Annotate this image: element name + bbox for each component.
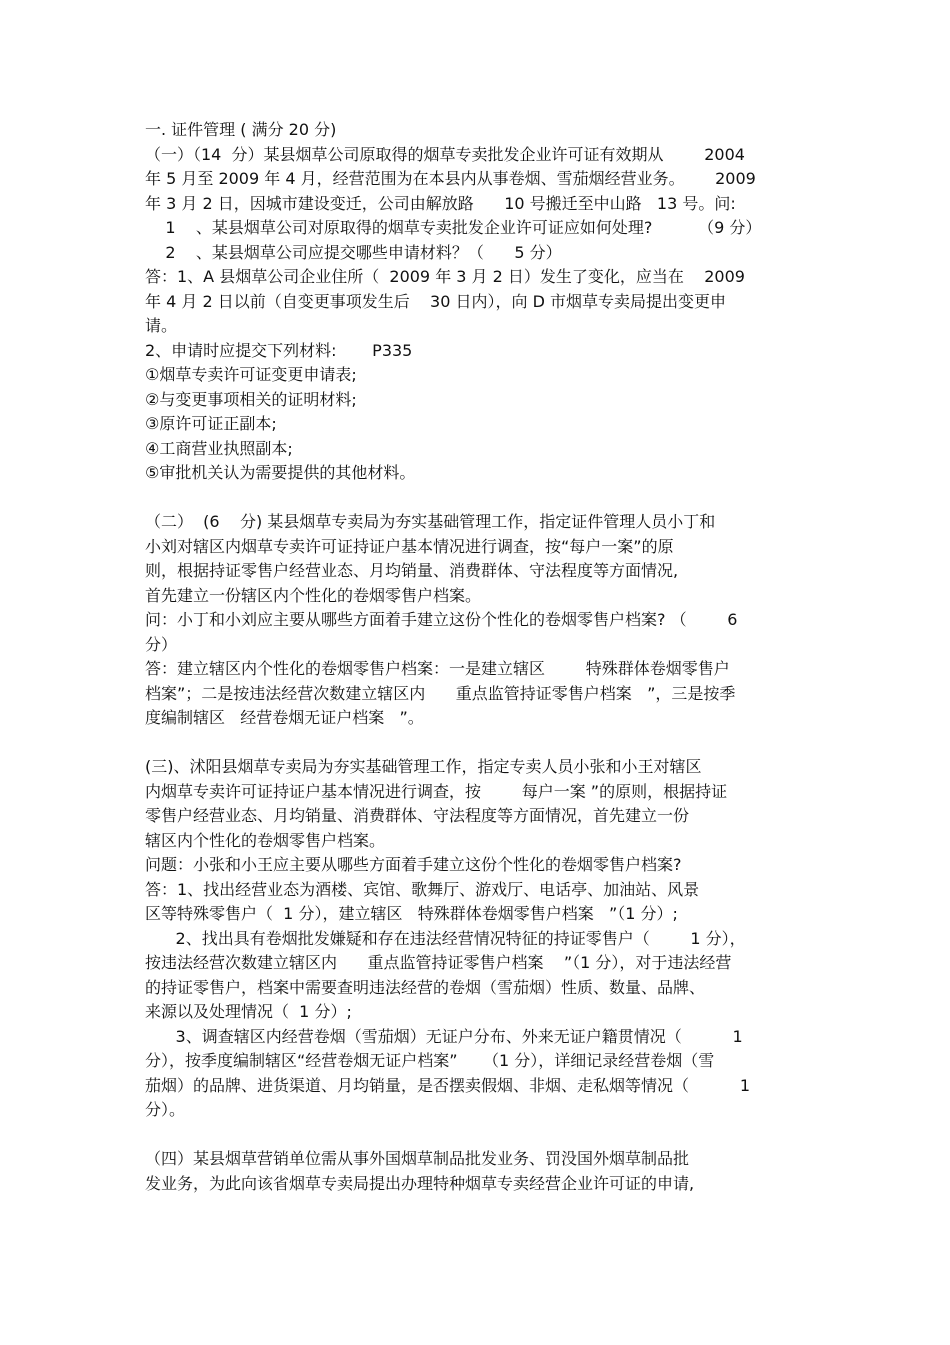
q1-line: 年 5 月至 2009 年 4 月，经营范围为在本县内从事卷烟、雪茄烟经营业务。 2009 bbox=[145, 169, 756, 188]
q3-line: 来源以及处理情况（ 1 分）; bbox=[145, 1002, 352, 1021]
section-heading: 一. 证件管理 ( 满分 20 分) bbox=[145, 120, 337, 139]
q2-line: 问：小丁和小刘应主要从哪些方面着手建立这份个性化的卷烟零售户档案? （ 6 bbox=[145, 610, 738, 629]
q1-line: 2 、某县烟草公司应提交哪些申请材料？（ 5 分） bbox=[145, 242, 562, 262]
q3-line: 分）。 bbox=[145, 1100, 186, 1119]
q3-line: 按违法经营次数建立辖区内 重点监管持证零售户档案 ”（1 分），对于违法经营 bbox=[145, 953, 732, 972]
q1-line: （一）（14 分）某县烟草公司原取得的烟草专卖批发企业许可证有效期从 2004 bbox=[145, 144, 745, 164]
q2-line: 则，根据持证零售户经营业态、月均销量、消费群体、守法程度等方面情况, bbox=[145, 561, 679, 580]
q3-line: 区等特殊零售户（ 1 分），建立辖区 特殊群体卷烟零售户档案 ”（1 分）; bbox=[145, 904, 678, 923]
q2-line: 首先建立一份辖区内个性化的卷烟零售户档案。 bbox=[145, 585, 482, 605]
q1-answer-line: 年 4 月 2 日以前（自变更事项发生后 30 日内），向 D 市烟草专卖局提出变更申 bbox=[145, 291, 726, 311]
q3-line: 问题：小张和小王应主要从哪些方面着手建立这份个性化的卷烟零售户档案? bbox=[145, 855, 682, 874]
q1-answer-line: ⑤审批机关认为需要提供的其他材料。 bbox=[145, 463, 416, 482]
q4-line: （四）某县烟草营销单位需从事外国烟草制品批发业务、罚没国外烟草制品批 bbox=[145, 1149, 690, 1168]
question-4 bbox=[145, 1147, 810, 1196]
q3-line: 答：1、找出经营业态为酒楼、宾馆、歌舞厅、游戏厅、电话亭、加油站、风景 bbox=[145, 879, 700, 899]
document-body bbox=[145, 118, 810, 1196]
question-1 bbox=[145, 143, 810, 486]
q3-line: 内烟草专卖许可证持证户基本情况进行调查，按 每户一案 ”的原则，根据持证 bbox=[145, 781, 728, 801]
q3-line: 茄烟）的品牌、进货渠道、月均销量，是否摆卖假烟、非烟、走私烟等情况（ 1 bbox=[145, 1075, 751, 1095]
q2-line: 档案”；二是按违法经营次数建立辖区内 重点监管持证零售户档案 ”，三是按季 bbox=[145, 683, 736, 703]
q2-line: （二） (6 分) 某县烟草专卖局为夯实基础管理工作，指定证件管理人员小丁和 bbox=[145, 512, 716, 531]
q1-answer-line: ②与变更事项相关的证明材料; bbox=[145, 389, 357, 409]
q3-line: 2、找出具有卷烟批发嫌疑和存在违法经营情况特征的持证零售户（ 1 分）， bbox=[145, 928, 746, 948]
q3-line: 分），按季度编制辖区“经营卷烟无证户档案” （1 分），详细记录经营卷烟（雪 bbox=[145, 1051, 715, 1070]
paragraph-gap bbox=[145, 486, 810, 511]
paragraph-gap bbox=[145, 731, 810, 756]
q2-line: 答：建立辖区内个性化的卷烟零售户档案：一是建立辖区 特殊群体卷烟零售户 bbox=[145, 659, 730, 678]
q3-line: 辖区内个性化的卷烟零售户档案。 bbox=[145, 830, 386, 850]
q3-line: (三)、沭阳县烟草专卖局为夯实基础管理工作，指定专卖人员小张和小王对辖区 bbox=[145, 757, 702, 776]
q1-answer-line: ④工商营业执照副本; bbox=[145, 438, 293, 458]
q3-line: 3、调查辖区内经营卷烟（雪茄烟）无证户分布、外来无证户籍贯情况（ 1 bbox=[145, 1026, 743, 1046]
q1-answer-line: ①烟草专卖许可证变更申请表; bbox=[145, 365, 357, 384]
q3-line: 的持证零售户，档案中需要查明违法经营的卷烟（雪茄烟）性质、数量、品牌、 bbox=[145, 977, 706, 997]
paragraph-gap bbox=[145, 1123, 810, 1148]
q1-answer-line: 2、申请时应提交下列材料: P335 bbox=[145, 340, 413, 360]
q3-line: 零售户经营业态、月均销量、消费群体、守法程度等方面情况，首先建立一份 bbox=[145, 806, 690, 825]
q1-answer-line: 答：1、A 县烟草公司企业住所（ 2009 年 3 月 2 日）发生了变化，应当在 2009 bbox=[145, 267, 745, 286]
q1-answer-line: ③原许可证正副本; bbox=[145, 414, 277, 433]
q1-answer-line: 请。 bbox=[145, 316, 178, 335]
question-2 bbox=[145, 510, 810, 731]
q1-line: 年 3 月 2 日，因城市建设变迁，公司由解放路 10 号搬迁至中山路 13 号。问: bbox=[145, 193, 736, 213]
q4-line: 发业务，为此向该省烟草专卖局提出办理特种烟草专卖经营企业许可证的申请, bbox=[145, 1173, 695, 1193]
question-3 bbox=[145, 755, 810, 1123]
q2-line: 小刘对辖区内烟草专卖许可证持证户基本情况进行调查，按“每户一案”的原 bbox=[145, 536, 674, 556]
q2-line: 分） bbox=[145, 634, 178, 654]
q2-line: 度编制辖区 经营卷烟无证户档案 ”。 bbox=[145, 708, 424, 727]
q1-line: 1 、某县烟草公司对原取得的烟草专卖批发企业许可证应如何处理? （9 分） bbox=[145, 218, 762, 237]
